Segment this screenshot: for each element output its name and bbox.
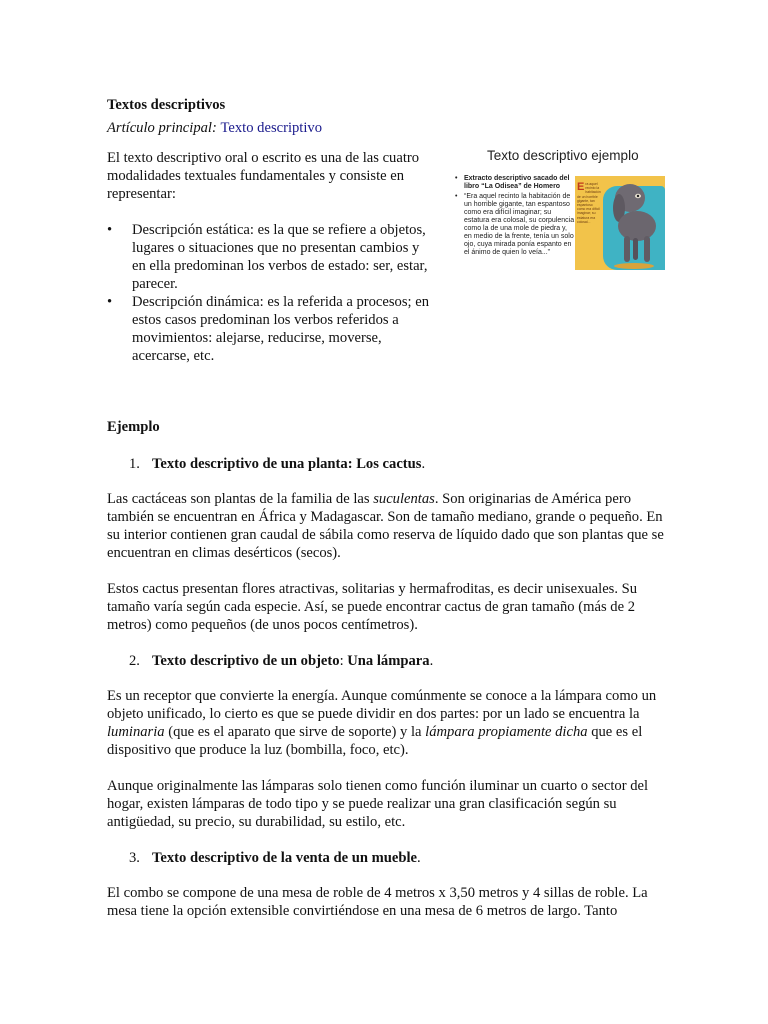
item-number: 1. xyxy=(129,456,140,472)
item-title: Texto descriptivo de una planta: Los cactus xyxy=(152,456,422,472)
bullet-icon: • xyxy=(107,294,113,310)
slide-bullet-list xyxy=(455,175,575,259)
text-segment: Las cactáceas son plantas de la familia de las xyxy=(107,491,374,507)
main-article-prefix: Artículo principal: xyxy=(107,120,221,136)
bullet-icon: • xyxy=(107,222,113,238)
intro-paragraph: El texto descriptivo oral o escrito es una de las cuatro modalidades textuales fundamentales y consiste en representar: xyxy=(107,150,420,202)
item-title-line xyxy=(152,652,433,670)
item-title-line xyxy=(152,455,425,473)
item-number: 2. xyxy=(129,653,140,669)
item-title-line xyxy=(152,849,421,867)
item-title-part-2: Una lámpara xyxy=(347,653,430,669)
lamp-paragraph-2: Aunque originalmente las lámparas solo tienen como función iluminar un cuarto o sector del hogar, existen lámparas de todo tipo y se puede realizar una gran clasificación según su antigüedad, su precio, su durabilidad, su estilo, etc. xyxy=(107,778,649,830)
text-emphasis: lámpara propiamente dicha xyxy=(425,724,588,740)
list-item xyxy=(107,293,432,365)
list-item xyxy=(107,221,432,293)
text-segment: . Son originarias de América pero también se encuentran en África y Madagascar. Son de tamaño mediano, grande o pequeño. En su interior contienen gran caudal de sábila como reserva de líquido dado que son plantas que se encuentran en climas desérticos (secos). xyxy=(107,491,664,561)
bullet-icon: • xyxy=(455,175,458,182)
lamp-paragraph-1 xyxy=(107,687,667,759)
item-number: 3. xyxy=(129,850,140,866)
section-title: Textos descriptivos xyxy=(107,97,226,113)
description-types-list xyxy=(107,221,432,365)
item-period: . xyxy=(421,456,426,472)
text-segment: (que es el aparato que sirve de soporte) y la xyxy=(164,724,426,740)
text-segment: Es un receptor que convierte la energía. Aunque comúnmente se conoce a la lámpara como un objeto unificado, lo cierto es que se puede dividir en dos partes: por un lado se encuentra la xyxy=(107,688,657,722)
slide-title: Texto descriptivo ejemplo xyxy=(487,148,639,163)
example-slide-image xyxy=(447,140,673,332)
odyssey-illustration xyxy=(575,176,665,270)
bullet-dynamic-text: Descripción dinámica: es la referida a procesos; en estos casos predominan los verbos referidos a movimientos: alejarse, reducirse, moverse, acercarse, etc. xyxy=(132,294,430,364)
slide-bullet-1-text: Extracto descriptivo sacado del libro “La Odisea” de Homero xyxy=(464,175,570,190)
item-title: Texto descriptivo de la venta de un mueble xyxy=(152,850,417,866)
item-period: . xyxy=(429,653,434,669)
item-period: . xyxy=(417,850,421,866)
bullet-icon: • xyxy=(455,193,458,200)
main-article-line xyxy=(107,119,322,137)
item-title-part-1: Texto descriptivo de un objeto xyxy=(152,653,340,669)
item-colon: : xyxy=(339,653,348,669)
cactus-paragraph-1 xyxy=(107,490,667,562)
text-segment: que es el dispositivo que produce la luz (bombilla, foco, etc). xyxy=(107,724,643,758)
illustration-drop-cap: E xyxy=(577,181,585,193)
example-heading: Ejemplo xyxy=(107,419,160,435)
mueble-paragraph: El combo se compone de una mesa de roble de 4 metros x 3,50 metros y 4 sillas de roble. La mesa tiene la opción extensible convirtiéndose en una mesa de 6 metros de largo. Tanto xyxy=(107,885,648,919)
slide-bullet xyxy=(455,193,575,257)
cyclops-figure-icon xyxy=(603,180,665,270)
text-emphasis: suculentas xyxy=(373,491,435,507)
main-article-link[interactable]: Texto descriptivo xyxy=(220,120,323,136)
cactus-paragraph-2: Estos cactus presentan flores atractivas, solitarias y hermafroditas, es decir unisexuales. Su tamaño varía según cada especie. Así, se puede encontrar cactus de gran tamaño (más de 2 metros) como pequeños (de unos pocos centímetros). xyxy=(107,581,638,633)
text-emphasis: luminaria xyxy=(107,724,165,740)
illustration-text-column xyxy=(577,182,601,224)
slide-bullet-2-text: “Era aquel recinto la habitación de un horrible gigante, tan espantoso como era difícil imaginar; su estatura era colosal, su corpulencia como la de una mole de piedra y, en medio de la frente, tenía un solo ojo, cuya mirada ponía espanto en el ánimo de quien lo veía...” xyxy=(464,193,575,256)
slide-bullet xyxy=(455,175,575,191)
illustration-text: ra aquel recinto la habitación de un horrible gigante, tan espantoso como era difícil imaginar; su estatura era colosal... xyxy=(577,182,601,224)
bullet-static-text: Descripción estática: es la que se refiere a objetos, lugares o situaciones que no presentan cambios y en ella predominan los verbos de estado: ser, estar, parecer. xyxy=(132,222,428,292)
